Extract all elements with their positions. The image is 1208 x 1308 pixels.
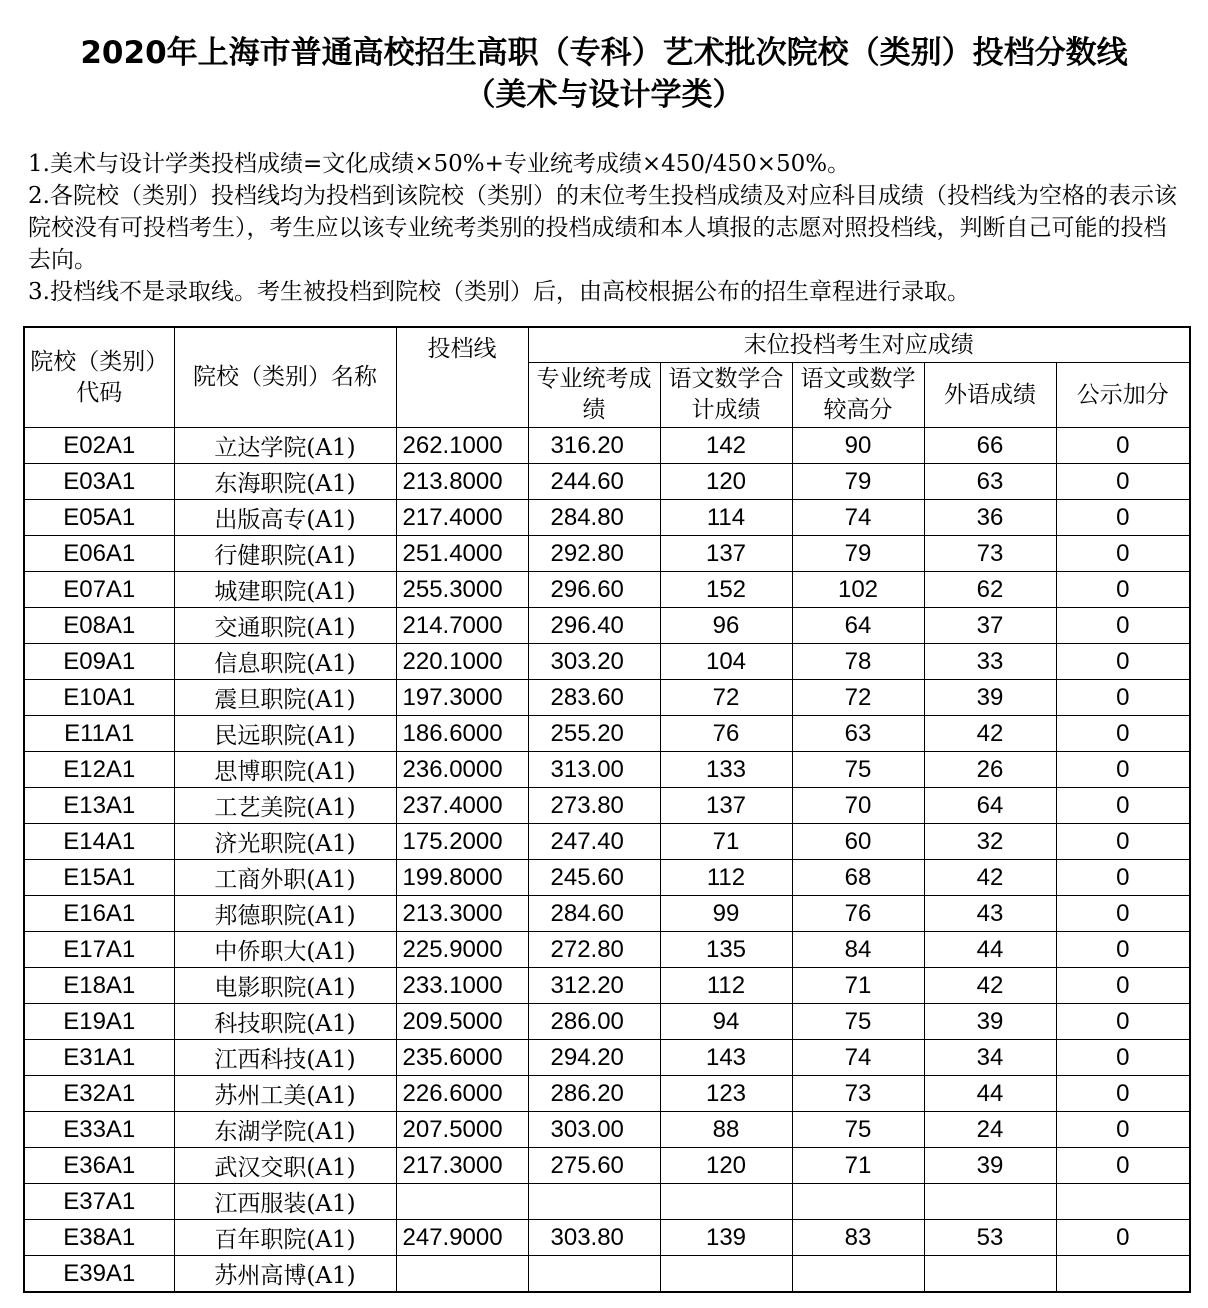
cell-higher: 75 [792, 1004, 924, 1040]
cell-specialty: 245.60 [528, 860, 660, 896]
cell-chinese-math: 120 [660, 1148, 792, 1184]
cell-score: 235.6000 [396, 1040, 528, 1076]
cell-higher: 71 [792, 968, 924, 1004]
cell-code: E14A1 [24, 824, 174, 860]
cell-chinese-math: 96 [660, 608, 792, 644]
cell-chinese-math: 142 [660, 428, 792, 464]
cell-higher: 70 [792, 788, 924, 824]
cell-code: E11A1 [24, 716, 174, 752]
cell-bonus: 0 [1056, 824, 1190, 860]
cell-foreign [924, 1256, 1056, 1293]
cell-chinese-math: 112 [660, 860, 792, 896]
cell-score: 213.8000 [396, 464, 528, 500]
cell-specialty: 286.20 [528, 1076, 660, 1112]
cell-code: E39A1 [24, 1256, 174, 1293]
cell-bonus [1056, 1256, 1190, 1293]
cell-bonus: 0 [1056, 1148, 1190, 1184]
cell-score: 214.7000 [396, 608, 528, 644]
cell-foreign: 36 [924, 500, 1056, 536]
cell-specialty: 296.60 [528, 572, 660, 608]
cell-chinese-math [660, 1184, 792, 1220]
cell-bonus: 0 [1056, 1112, 1190, 1148]
header-foreign: 外语成绩 [924, 363, 1056, 428]
cell-chinese-math: 143 [660, 1040, 792, 1076]
cell-code: E32A1 [24, 1076, 174, 1112]
cell-chinese-math: 114 [660, 500, 792, 536]
cell-foreign [924, 1184, 1056, 1220]
cell-code: E12A1 [24, 752, 174, 788]
cell-chinese-math: 133 [660, 752, 792, 788]
cell-foreign: 37 [924, 608, 1056, 644]
table-row [24, 1112, 1190, 1148]
cell-name: 江西服装(A1) [174, 1184, 396, 1220]
cell-bonus: 0 [1056, 644, 1190, 680]
cell-bonus: 0 [1056, 536, 1190, 572]
table-row [24, 716, 1190, 752]
cell-chinese-math: 104 [660, 644, 792, 680]
cell-score: 225.9000 [396, 932, 528, 968]
cell-score: 199.8000 [396, 860, 528, 896]
cell-code: E38A1 [24, 1220, 174, 1256]
cell-foreign: 63 [924, 464, 1056, 500]
cell-higher: 90 [792, 428, 924, 464]
cell-foreign: 42 [924, 968, 1056, 1004]
cell-chinese-math: 123 [660, 1076, 792, 1112]
cell-name: 济光职院(A1) [174, 824, 396, 860]
cell-higher: 76 [792, 896, 924, 932]
cell-specialty: 313.00 [528, 752, 660, 788]
cell-bonus: 0 [1056, 752, 1190, 788]
cell-code: E18A1 [24, 968, 174, 1004]
cell-name: 东湖学院(A1) [174, 1112, 396, 1148]
cell-name: 江西科技(A1) [174, 1040, 396, 1076]
score-table [23, 326, 1191, 1293]
cell-code: E07A1 [24, 572, 174, 608]
table-row [24, 608, 1190, 644]
cell-bonus: 0 [1056, 788, 1190, 824]
cell-chinese-math: 99 [660, 896, 792, 932]
cell-higher: 84 [792, 932, 924, 968]
cell-code: E36A1 [24, 1148, 174, 1184]
table-row [24, 1256, 1190, 1293]
page-subtitle: （美术与设计学类） [464, 77, 744, 113]
cell-score: 209.5000 [396, 1004, 528, 1040]
notes [28, 148, 1188, 308]
cell-higher: 71 [792, 1148, 924, 1184]
table-row [24, 644, 1190, 680]
header-score: 投档线 [396, 327, 528, 428]
note-2: 2.各院校（类别）投档线均为投档到该院校（类别）的末位考生投档成绩及对应科目成绩（投档线为空格的表示该院校没有可投档考生），考生应以该专业统考类别的投档成绩和本人填报的志愿对照投档线，判断自己可能的投档去向。 [28, 183, 1177, 273]
cell-score [396, 1256, 528, 1293]
table-row [24, 500, 1190, 536]
table-row [24, 1220, 1190, 1256]
cell-name: 苏州工美(A1) [174, 1076, 396, 1112]
cell-score: 237.4000 [396, 788, 528, 824]
cell-score: 207.5000 [396, 1112, 528, 1148]
cell-name: 思博职院(A1) [174, 752, 396, 788]
cell-bonus: 0 [1056, 500, 1190, 536]
cell-foreign: 39 [924, 1004, 1056, 1040]
cell-higher: 73 [792, 1076, 924, 1112]
cell-higher: 60 [792, 824, 924, 860]
cell-specialty [528, 1184, 660, 1220]
cell-chinese-math [660, 1256, 792, 1293]
cell-higher: 75 [792, 1112, 924, 1148]
cell-higher: 83 [792, 1220, 924, 1256]
cell-score: 186.6000 [396, 716, 528, 752]
table-row [24, 464, 1190, 500]
cell-foreign: 44 [924, 932, 1056, 968]
cell-bonus: 0 [1056, 896, 1190, 932]
cell-name: 苏州高博(A1) [174, 1256, 396, 1293]
cell-code: E03A1 [24, 464, 174, 500]
cell-specialty: 273.80 [528, 788, 660, 824]
cell-score: 262.1000 [396, 428, 528, 464]
cell-bonus: 0 [1056, 716, 1190, 752]
cell-bonus: 0 [1056, 572, 1190, 608]
cell-bonus: 0 [1056, 608, 1190, 644]
table-row [24, 572, 1190, 608]
cell-bonus: 0 [1056, 1040, 1190, 1076]
cell-code: E19A1 [24, 1004, 174, 1040]
cell-bonus: 0 [1056, 428, 1190, 464]
header-name: 院校（类别）名称 [174, 327, 396, 428]
cell-foreign: 26 [924, 752, 1056, 788]
cell-bonus: 0 [1056, 1220, 1190, 1256]
note-3: 3.投档线不是录取线。考生被投档到院校（类别）后，由高校根据公布的招生章程进行录取。 [28, 279, 970, 305]
cell-name: 城建职院(A1) [174, 572, 396, 608]
cell-specialty: 303.80 [528, 1220, 660, 1256]
cell-specialty: 303.00 [528, 1112, 660, 1148]
cell-specialty: 284.60 [528, 896, 660, 932]
cell-code: E33A1 [24, 1112, 174, 1148]
cell-score: 197.3000 [396, 680, 528, 716]
cell-foreign: 64 [924, 788, 1056, 824]
cell-name: 电影职院(A1) [174, 968, 396, 1004]
cell-higher: 79 [792, 464, 924, 500]
cell-code: E02A1 [24, 428, 174, 464]
cell-foreign: 66 [924, 428, 1056, 464]
cell-name: 信息职院(A1) [174, 644, 396, 680]
cell-higher: 78 [792, 644, 924, 680]
cell-code: E31A1 [24, 1040, 174, 1076]
cell-score: 175.2000 [396, 824, 528, 860]
cell-higher [792, 1256, 924, 1293]
cell-chinese-math: 139 [660, 1220, 792, 1256]
cell-name: 邦德职院(A1) [174, 896, 396, 932]
cell-chinese-math: 135 [660, 932, 792, 968]
cell-name: 百年职院(A1) [174, 1220, 396, 1256]
header-higher: 语文或数学较高分 [792, 363, 924, 428]
cell-foreign: 24 [924, 1112, 1056, 1148]
cell-bonus [1056, 1184, 1190, 1220]
cell-name: 武汉交职(A1) [174, 1148, 396, 1184]
cell-code: E17A1 [24, 932, 174, 968]
cell-bonus: 0 [1056, 1004, 1190, 1040]
cell-bonus: 0 [1056, 680, 1190, 716]
cell-chinese-math: 120 [660, 464, 792, 500]
cell-score: 226.6000 [396, 1076, 528, 1112]
cell-score [396, 1184, 528, 1220]
table-row [24, 968, 1190, 1004]
table-row [24, 932, 1190, 968]
cell-bonus: 0 [1056, 1076, 1190, 1112]
cell-specialty: 272.80 [528, 932, 660, 968]
cell-foreign: 32 [924, 824, 1056, 860]
cell-code: E15A1 [24, 860, 174, 896]
cell-score: 236.0000 [396, 752, 528, 788]
table-row [24, 1148, 1190, 1184]
cell-bonus: 0 [1056, 968, 1190, 1004]
cell-specialty [528, 1256, 660, 1293]
cell-higher: 74 [792, 1040, 924, 1076]
page-title: 2020年上海市普通高校招生高职（专科）艺术批次院校（类别）投档分数线 [80, 35, 1128, 71]
cell-higher: 64 [792, 608, 924, 644]
cell-bonus: 0 [1056, 860, 1190, 896]
cell-specialty: 283.60 [528, 680, 660, 716]
cell-chinese-math: 137 [660, 788, 792, 824]
cell-score: 213.3000 [396, 896, 528, 932]
cell-higher: 68 [792, 860, 924, 896]
cell-code: E05A1 [24, 500, 174, 536]
table-row [24, 824, 1190, 860]
cell-name: 科技职院(A1) [174, 1004, 396, 1040]
cell-higher: 74 [792, 500, 924, 536]
cell-specialty: 286.00 [528, 1004, 660, 1040]
cell-name: 交通职院(A1) [174, 608, 396, 644]
cell-chinese-math: 112 [660, 968, 792, 1004]
cell-higher: 63 [792, 716, 924, 752]
cell-chinese-math: 72 [660, 680, 792, 716]
cell-name: 工艺美院(A1) [174, 788, 396, 824]
cell-name: 东海职院(A1) [174, 464, 396, 500]
cell-name: 行健职院(A1) [174, 536, 396, 572]
cell-name: 民远职院(A1) [174, 716, 396, 752]
cell-foreign: 33 [924, 644, 1056, 680]
cell-name: 震旦职院(A1) [174, 680, 396, 716]
table-row [24, 1076, 1190, 1112]
cell-name: 出版高专(A1) [174, 500, 396, 536]
cell-foreign: 73 [924, 536, 1056, 572]
cell-code: E13A1 [24, 788, 174, 824]
cell-score: 217.3000 [396, 1148, 528, 1184]
table-body [24, 428, 1190, 1293]
cell-name: 中侨职大(A1) [174, 932, 396, 968]
cell-name: 工商外职(A1) [174, 860, 396, 896]
cell-specialty: 292.80 [528, 536, 660, 572]
cell-higher: 75 [792, 752, 924, 788]
cell-chinese-math: 137 [660, 536, 792, 572]
cell-foreign: 42 [924, 716, 1056, 752]
cell-specialty: 284.80 [528, 500, 660, 536]
cell-chinese-math: 76 [660, 716, 792, 752]
cell-chinese-math: 71 [660, 824, 792, 860]
cell-foreign: 39 [924, 1148, 1056, 1184]
cell-code: E16A1 [24, 896, 174, 932]
cell-foreign: 42 [924, 860, 1056, 896]
cell-foreign: 39 [924, 680, 1056, 716]
table-row [24, 536, 1190, 572]
cell-specialty: 247.40 [528, 824, 660, 860]
cell-specialty: 303.20 [528, 644, 660, 680]
cell-code: E37A1 [24, 1184, 174, 1220]
table-row [24, 680, 1190, 716]
cell-code: E10A1 [24, 680, 174, 716]
cell-chinese-math: 88 [660, 1112, 792, 1148]
table-row [24, 860, 1190, 896]
table-row [24, 1040, 1190, 1076]
cell-code: E06A1 [24, 536, 174, 572]
table-row [24, 1004, 1190, 1040]
cell-bonus: 0 [1056, 932, 1190, 968]
cell-score: 220.1000 [396, 644, 528, 680]
cell-specialty: 244.60 [528, 464, 660, 500]
table-row [24, 752, 1190, 788]
table-row [24, 428, 1190, 464]
table-row [24, 788, 1190, 824]
cell-foreign: 53 [924, 1220, 1056, 1256]
cell-higher [792, 1184, 924, 1220]
cell-code: E08A1 [24, 608, 174, 644]
cell-specialty: 294.20 [528, 1040, 660, 1076]
cell-chinese-math: 94 [660, 1004, 792, 1040]
header-group: 末位投档考生对应成绩 [528, 327, 1190, 363]
cell-specialty: 312.20 [528, 968, 660, 1004]
header-specialty: 专业统考成绩 [528, 363, 660, 428]
cell-higher: 79 [792, 536, 924, 572]
header-bonus: 公示加分 [1056, 363, 1190, 428]
cell-score: 217.4000 [396, 500, 528, 536]
cell-specialty: 296.40 [528, 608, 660, 644]
cell-specialty: 316.20 [528, 428, 660, 464]
cell-score: 247.9000 [396, 1220, 528, 1256]
header-chinese-math: 语文数学合计成绩 [660, 363, 792, 428]
table-row [24, 896, 1190, 932]
header-code: 院校（类别）代码 [24, 327, 174, 428]
cell-name: 立达学院(A1) [174, 428, 396, 464]
table-row [24, 1184, 1190, 1220]
cell-foreign: 34 [924, 1040, 1056, 1076]
cell-foreign: 43 [924, 896, 1056, 932]
cell-code: E09A1 [24, 644, 174, 680]
cell-higher: 102 [792, 572, 924, 608]
cell-score: 251.4000 [396, 536, 528, 572]
cell-foreign: 44 [924, 1076, 1056, 1112]
cell-higher: 72 [792, 680, 924, 716]
cell-score: 255.3000 [396, 572, 528, 608]
cell-specialty: 255.20 [528, 716, 660, 752]
cell-foreign: 62 [924, 572, 1056, 608]
cell-specialty: 275.60 [528, 1148, 660, 1184]
cell-score: 233.1000 [396, 968, 528, 1004]
cell-chinese-math: 152 [660, 572, 792, 608]
note-1: 1.美术与设计学类投档成绩=文化成绩×50%+专业统考成绩×450/450×50%。 [28, 151, 851, 177]
cell-bonus: 0 [1056, 464, 1190, 500]
